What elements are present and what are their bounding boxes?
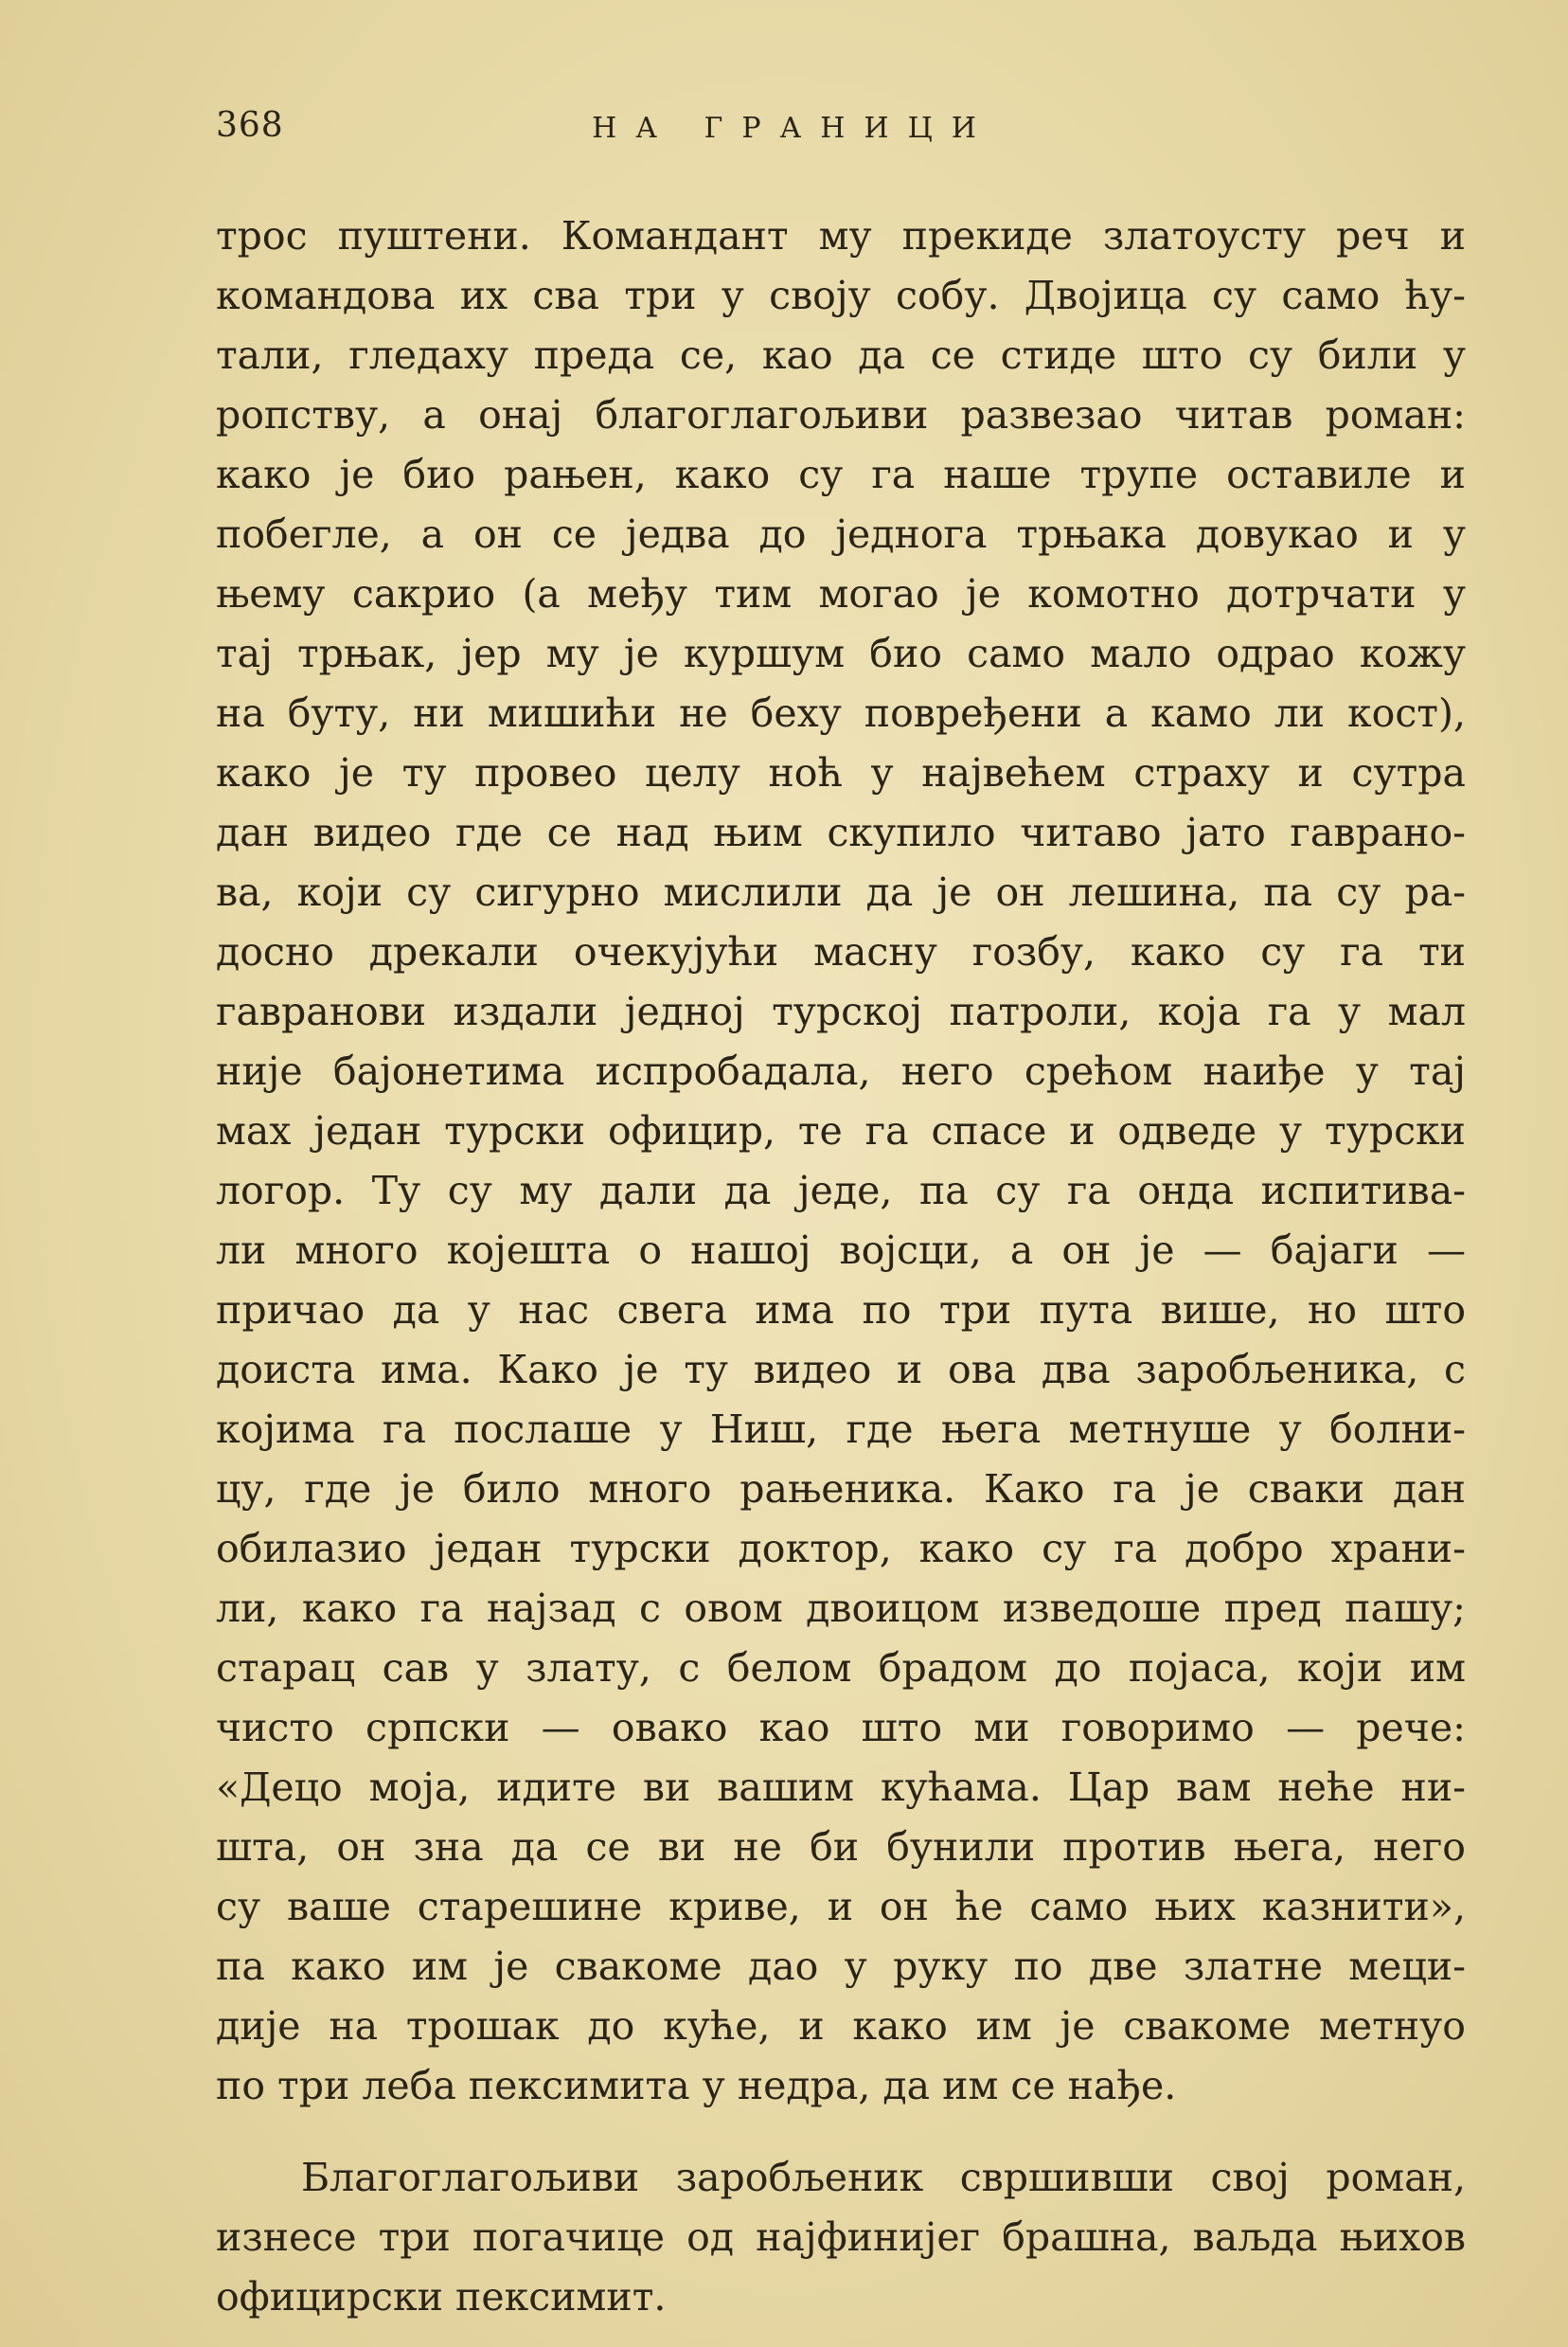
- text-line: како је био рањен, како су га наше трупе оставиле и: [216, 452, 1466, 497]
- body-text: [216, 206, 1466, 2327]
- paragraph-gap: [216, 2116, 1466, 2148]
- text-line: дије на трошак до куће, и како им је свакоме метнуо: [216, 2003, 1466, 2049]
- text-line: трос пуштени. Командант му прекиде златоусту реч и: [216, 213, 1466, 259]
- text-line: тај трњак, јер му је куршум био само мало одрао кожу: [216, 631, 1466, 676]
- text-line: обилазио један турски доктор, како су га добро храни-: [216, 1526, 1466, 1571]
- text-line: ли много којешта о нашој војсци, а он је — бајаги —: [216, 1227, 1466, 1273]
- paragraph: [216, 206, 1466, 2116]
- text-line: дан видео где се над њим скупило читаво јато гаврано-: [216, 810, 1466, 855]
- text-line: командова их сва три у своју собу. Двојица су само ћу-: [216, 273, 1466, 318]
- text-line: побегле, а он се једва до једнога трњака довукао и у: [216, 511, 1466, 557]
- text-line: није бајонетима испробадала, него срећом наиђе у тај: [216, 1048, 1466, 1094]
- text-line: гавранови издали једној турској патроли, која га у мал: [216, 989, 1466, 1034]
- text-line: којима га послаше у Ниш, где њега метнуше у болни-: [216, 1406, 1466, 1452]
- text-line: Благоглагољиви заробљеник свршивши свој роман,: [301, 2155, 1466, 2200]
- text-line: цу, где је било много рањеника. Како га је сваки дан: [216, 1466, 1466, 1512]
- text-line: па како им је свакоме дао у руку по две златне меци-: [216, 1944, 1466, 1989]
- text-line: ли, како га најзад с овом двоицом изведоше пред пашу;: [216, 1586, 1466, 1631]
- text-line: шта, он зна да се ви не би бунили против њега, него: [216, 1824, 1466, 1870]
- running-title: НА ГРАНИЦИ: [592, 112, 995, 145]
- text-line: на буту, ни мишићи не беху повређени а камо ли кост),: [216, 690, 1466, 736]
- text-line: тали, гледаху преда се, као да се стиде што су били у: [216, 332, 1466, 378]
- text-line: њему сакрио (а међу тим могао је комотно дотрчати у: [216, 571, 1466, 617]
- text-line: изнесе три погачице од најфинијег брашна, ваљда њихов: [216, 2214, 1466, 2260]
- text-line: мах један турски официр, те га спасе и одведе у турски: [216, 1108, 1466, 1154]
- text-line: чисто српски — овако као што ми говоримо — рече:: [216, 1705, 1466, 1750]
- text-line: официрски пексимит.: [216, 2274, 667, 2320]
- text-line: су ваше старешине криве, и он ће само њих казнити»,: [216, 1884, 1466, 1929]
- text-line: по три леба пексимита у недра, да им се нађе.: [216, 2063, 1177, 2108]
- text-line: причао да у нас свега има по три пута више, но што: [216, 1287, 1466, 1333]
- text-line: логор. Ту су му дали да једе, па су га онда испитива-: [216, 1168, 1466, 1213]
- text-line: «Децо моја, идите ви вашим кућама. Цар вам неће ни-: [216, 1765, 1466, 1810]
- text-line: доиста има. Како је ту видео и ова два заробљеника, с: [216, 1347, 1466, 1392]
- text-line: ропству, а онај благоглагољиви развезао читав роман:: [216, 392, 1466, 438]
- text-line: ва, који су сигурно мислили да је он лешина, па су ра-: [216, 869, 1466, 915]
- paragraph: [216, 2148, 1466, 2327]
- text-line: досно дрекали очекујући масну гозбу, како су га ти: [216, 929, 1466, 975]
- page-number: 368: [216, 106, 284, 145]
- text-line: старац сав у злату, с белом брадом до појаса, који им: [216, 1645, 1466, 1691]
- text-line: како је ту провео целу ноћ у највећем страху и сутра: [216, 750, 1466, 796]
